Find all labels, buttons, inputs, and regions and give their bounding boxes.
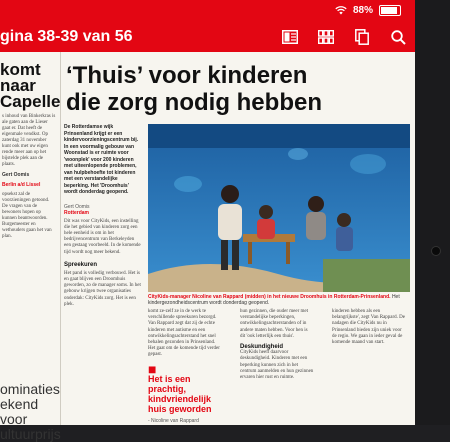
teaser-line: naar: [0, 76, 36, 95]
bottom-line: ominaties: [0, 381, 60, 397]
quote-text: Het is een prachtig, kindvriendelijk huis geworden: [148, 374, 212, 414]
article-column-2: komt ze-zelf ze in de werk te verschillende spreekuren bezorgd. Van Rappard zegt dat zij de echte kinderen met autisme en een ontwikkelingsachterstand het snel behalen gezonden in Prinsenland. Het gaat om de komende tijd verder gepast.: [148, 309, 220, 358]
teaser-headline: [0, 62, 60, 110]
teaser-line: komt: [0, 60, 41, 79]
teaser-line: Capelle: [0, 92, 61, 111]
left-body-text: s inhoud van Binkerkras is ale gaten aan de Lieser gaat er. Dat heeft de eigenmale vendkst. Op zaterdag 31 november kunt ook met uw eigen rende meer aan op het bijstelde plek aan de plaats.: [2, 114, 56, 167]
copy-icon[interactable]: [353, 28, 371, 46]
article-body-2: Het pand is volledig verbouwd. Het is en gaat blijven een Droomhuis geworden, zo de manager soms. In het gebouw krijgen twee organisaties onderdak: CityKids zorg. Het is een plek.: [64, 270, 141, 307]
article-lead: De Rotterdamse wijk Prinsenland krijgt er een kindervoorzieningscentrum bij. In een voormalig gebouw van Woonstad is er ruimte voor 'woonplek' voor 200 kinderen met uiteenlopende problemen, van hulpbehoefte tot kinderen met een verstandelijke beperking. Het 'Droomhuis' wordt donderdag geopend.: [64, 124, 139, 195]
article-column-4: kinderen hebben als een belangrijkste', zegt Van Rappard. De nadagen die CityKids nu in Prinsenland bieden zijn uniek voor de regio. We gaan in ieder geval de komende maand van start.: [332, 309, 406, 346]
article-body: Dit was voor CityKids, een instelling die het gebied van kinderen zorg een hele eenheid is om in het bedrijvencentrum van Berkeleyden een gestaag voorbeeld. In de komende tijd wordt nog meer bekend.: [64, 218, 141, 255]
article-byline: Gert Oomis: [64, 203, 90, 210]
photo-caption: [148, 294, 410, 306]
battery-icon: [379, 5, 401, 16]
col3-text: hun gezinnen, die ouder meer met verstandelijke beperkingen, ontwikkelingsachterstanden of in andere maten hebben. Voor hen is dit 'ook letterlijk een thuis'.: [240, 309, 309, 339]
status-bar: [0, 0, 415, 22]
wifi-icon: [335, 6, 347, 15]
left-place: Berlin a/d Lissel: [2, 182, 41, 188]
quote-attribution: - Nicoline van Rappard: [148, 418, 199, 424]
article-column-3: [240, 309, 314, 381]
caption-bold: CityKids-manager Nicoline van Rappard (midden) in het nieuwe Droomhuis in Rotterdam-Prinsenland.: [148, 294, 391, 300]
battery-percentage: 88%: [352, 5, 373, 16]
left-byline: Gert Oomis: [2, 172, 30, 178]
toolbar: [0, 22, 415, 52]
front-camera: [432, 247, 440, 255]
left-body-text-2: opsekst zal de voorzieningen getoond. De vragen van de bewoners hopen op kunnen beantwoorden. Burgemeester en wethouders gaan het van plan.: [2, 192, 52, 239]
article-intro: [64, 124, 142, 308]
left-column-article: [0, 52, 61, 442]
col3b-text: CityKids heeft daarvoor deskundigheid. Kinderen met een beperking kunnen zich in het centrum aanmelden en hun gezinnen ervaren hier rust en ruimte.: [240, 350, 314, 381]
newspaper-page[interactable]: [0, 52, 415, 442]
page-indicator[interactable]: gina 38-39 van 56: [0, 28, 133, 45]
col3-subhead: Deskundigheid: [240, 344, 284, 351]
article-subhead: Spreekuren: [64, 261, 98, 268]
left-bottom-teaser: [0, 381, 61, 442]
pull-quote: [148, 361, 222, 424]
grid-icon[interactable]: [317, 28, 335, 46]
main-article: [64, 52, 415, 425]
quote-mark-icon: ■: [148, 361, 157, 377]
bottom-line: ekend voor: [0, 396, 39, 427]
article-headline: [66, 62, 415, 116]
page-layout-icon[interactable]: [281, 28, 299, 46]
article-place: Rotterdam: [64, 209, 90, 216]
headline-line: die zorg nodig hebben: [66, 89, 322, 116]
search-icon[interactable]: [389, 28, 407, 46]
bottom-line: ultuurprijs: [0, 426, 61, 442]
article-photo: [148, 124, 410, 292]
headline-line: ‘Thuis’ voor kinderen: [66, 62, 308, 89]
caption-rest: Het kindergezondheidscentrum wordt donderdag geopend.: [148, 294, 400, 306]
